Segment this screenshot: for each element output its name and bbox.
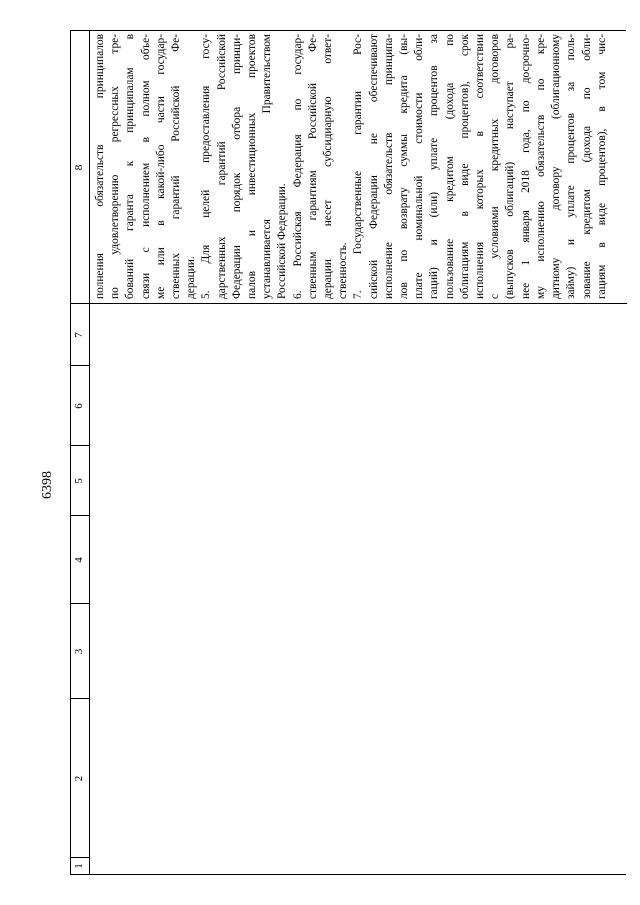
text-line: бований гаранта к принципалам в xyxy=(124,34,137,299)
text-line: ственность. xyxy=(337,242,350,299)
column-number-3: 3 xyxy=(73,648,85,655)
page-number: 6398 xyxy=(40,471,55,499)
text-line: му исполнению обязательств по кре- xyxy=(534,34,547,299)
text-line: сийской Федерации не обеспечивают xyxy=(367,34,380,299)
text-line: (выпусков облигаций) наступает ра- xyxy=(504,34,517,299)
text-line: зование кредитом (дохода по обли- xyxy=(580,34,593,299)
text-line: Федерации порядок отбора принци- xyxy=(230,34,243,299)
column-number-4: 4 xyxy=(73,557,85,563)
column-number-2: 2 xyxy=(73,775,85,782)
header-row-divider xyxy=(89,31,90,874)
text-line: ственным гарантиям Российской Фе- xyxy=(306,34,319,299)
text-line: Российской Федерации. xyxy=(276,183,289,299)
table xyxy=(70,30,626,875)
text-line: исполнение обязательств принципа- xyxy=(382,34,395,299)
text-line: ственных гарантий Российской Фе- xyxy=(170,34,183,299)
text-line: дерации. xyxy=(185,256,198,299)
text-line: с условиями кредитных договоров xyxy=(489,34,502,299)
text-line: исполнения которых в соответствии xyxy=(474,34,487,299)
text-line: гаций) и (или) уплате процентов за xyxy=(428,34,441,299)
text-line: гациям в виде процентов), в том чис- xyxy=(595,34,608,299)
column-number-7: 7 xyxy=(73,332,85,338)
text-line: облигациям в виде процентов), срок xyxy=(458,34,471,299)
column-number-6: 6 xyxy=(73,403,85,409)
text-line: по удовлетворению регрессных тре- xyxy=(109,34,122,299)
text-line: дерации несет субсидиарную ответ- xyxy=(322,34,335,299)
text-line: 6. Российская Федерация по государ- xyxy=(291,34,304,299)
column-separator xyxy=(71,303,627,304)
text-line: займу) и уплате процентов за поль- xyxy=(565,34,578,299)
column-number-1: 1 xyxy=(73,863,85,869)
column-8-text xyxy=(93,34,610,299)
text-line: дарственных гарантий Российской xyxy=(215,34,228,299)
text-line: лов по возврату суммы кредита (вы- xyxy=(398,34,411,299)
text-line: нее 1 января 2018 года, по досрочно- xyxy=(519,34,532,299)
text-line: палов и инвестиционных проектов xyxy=(246,34,259,299)
text-line: устанавливается Правительством xyxy=(261,34,274,299)
text-line: ме или в какой-либо части государ- xyxy=(154,34,167,299)
text-line: полнения обязательств принципалов xyxy=(94,34,106,299)
text-line: связи с исполнением в полном объе- xyxy=(139,34,152,299)
text-line: 5. Для целей предоставления госу- xyxy=(200,34,213,299)
text-line: плате номинальной стоимости обли- xyxy=(413,34,426,299)
column-number-8: 8 xyxy=(73,164,85,171)
text-line: 7. Государственные гарантии Рос- xyxy=(352,34,365,299)
text-line: пользование кредитом (дохода по xyxy=(443,34,456,299)
text-line: дитному договору (облигационному xyxy=(550,34,563,299)
column-number-5: 5 xyxy=(73,478,85,484)
